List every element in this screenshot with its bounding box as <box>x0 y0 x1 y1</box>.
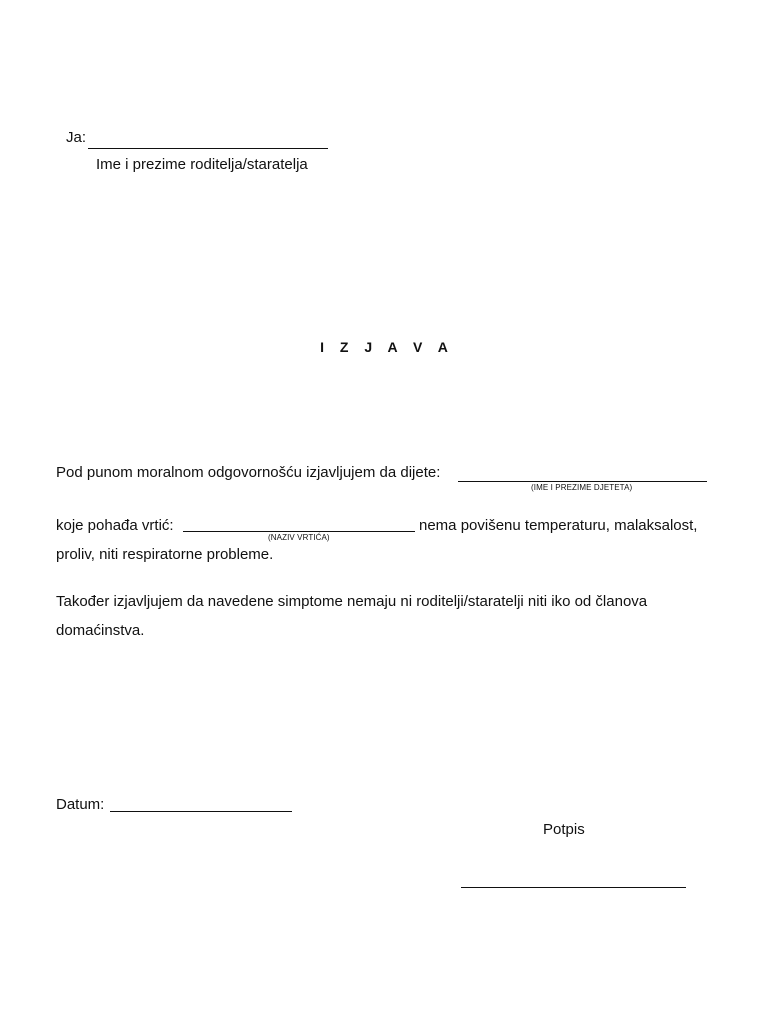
household-statement-line2: domaćinstva. <box>56 622 145 639</box>
statement-intro-text: Pod punom moralnom odgovornošću izjavljujem da dijete: <box>56 464 441 481</box>
child-name-caption: (IME I PREZIME DJETETA) <box>531 483 633 492</box>
symptoms-text: nema povišenu temperaturu, malaksalost, <box>419 517 698 534</box>
ja-label: Ja: <box>66 129 87 146</box>
parent-name-line[interactable] <box>88 148 328 149</box>
kindergarten-prefix-text: koje pohađa vrtić: <box>56 517 174 534</box>
child-name-line[interactable] <box>458 481 707 482</box>
date-label: Datum: <box>56 796 105 813</box>
symptoms-continued-text: proliv, niti respiratorne probleme. <box>56 546 274 563</box>
household-statement-line1: Također izjavljujem da navedene simptome nemaju ni roditelji/staratelji niti iko od članova <box>56 593 648 610</box>
signature-label: Potpis <box>543 821 585 838</box>
kindergarten-name-caption: (NAZIV VRTIĆA) <box>268 533 330 542</box>
date-line[interactable] <box>110 811 292 812</box>
parent-name-caption: Ime i prezime roditelja/staratelja <box>96 156 308 173</box>
kindergarten-name-line[interactable] <box>183 531 415 532</box>
document-title: I Z J A V A <box>320 339 454 355</box>
signature-line[interactable] <box>461 887 686 888</box>
